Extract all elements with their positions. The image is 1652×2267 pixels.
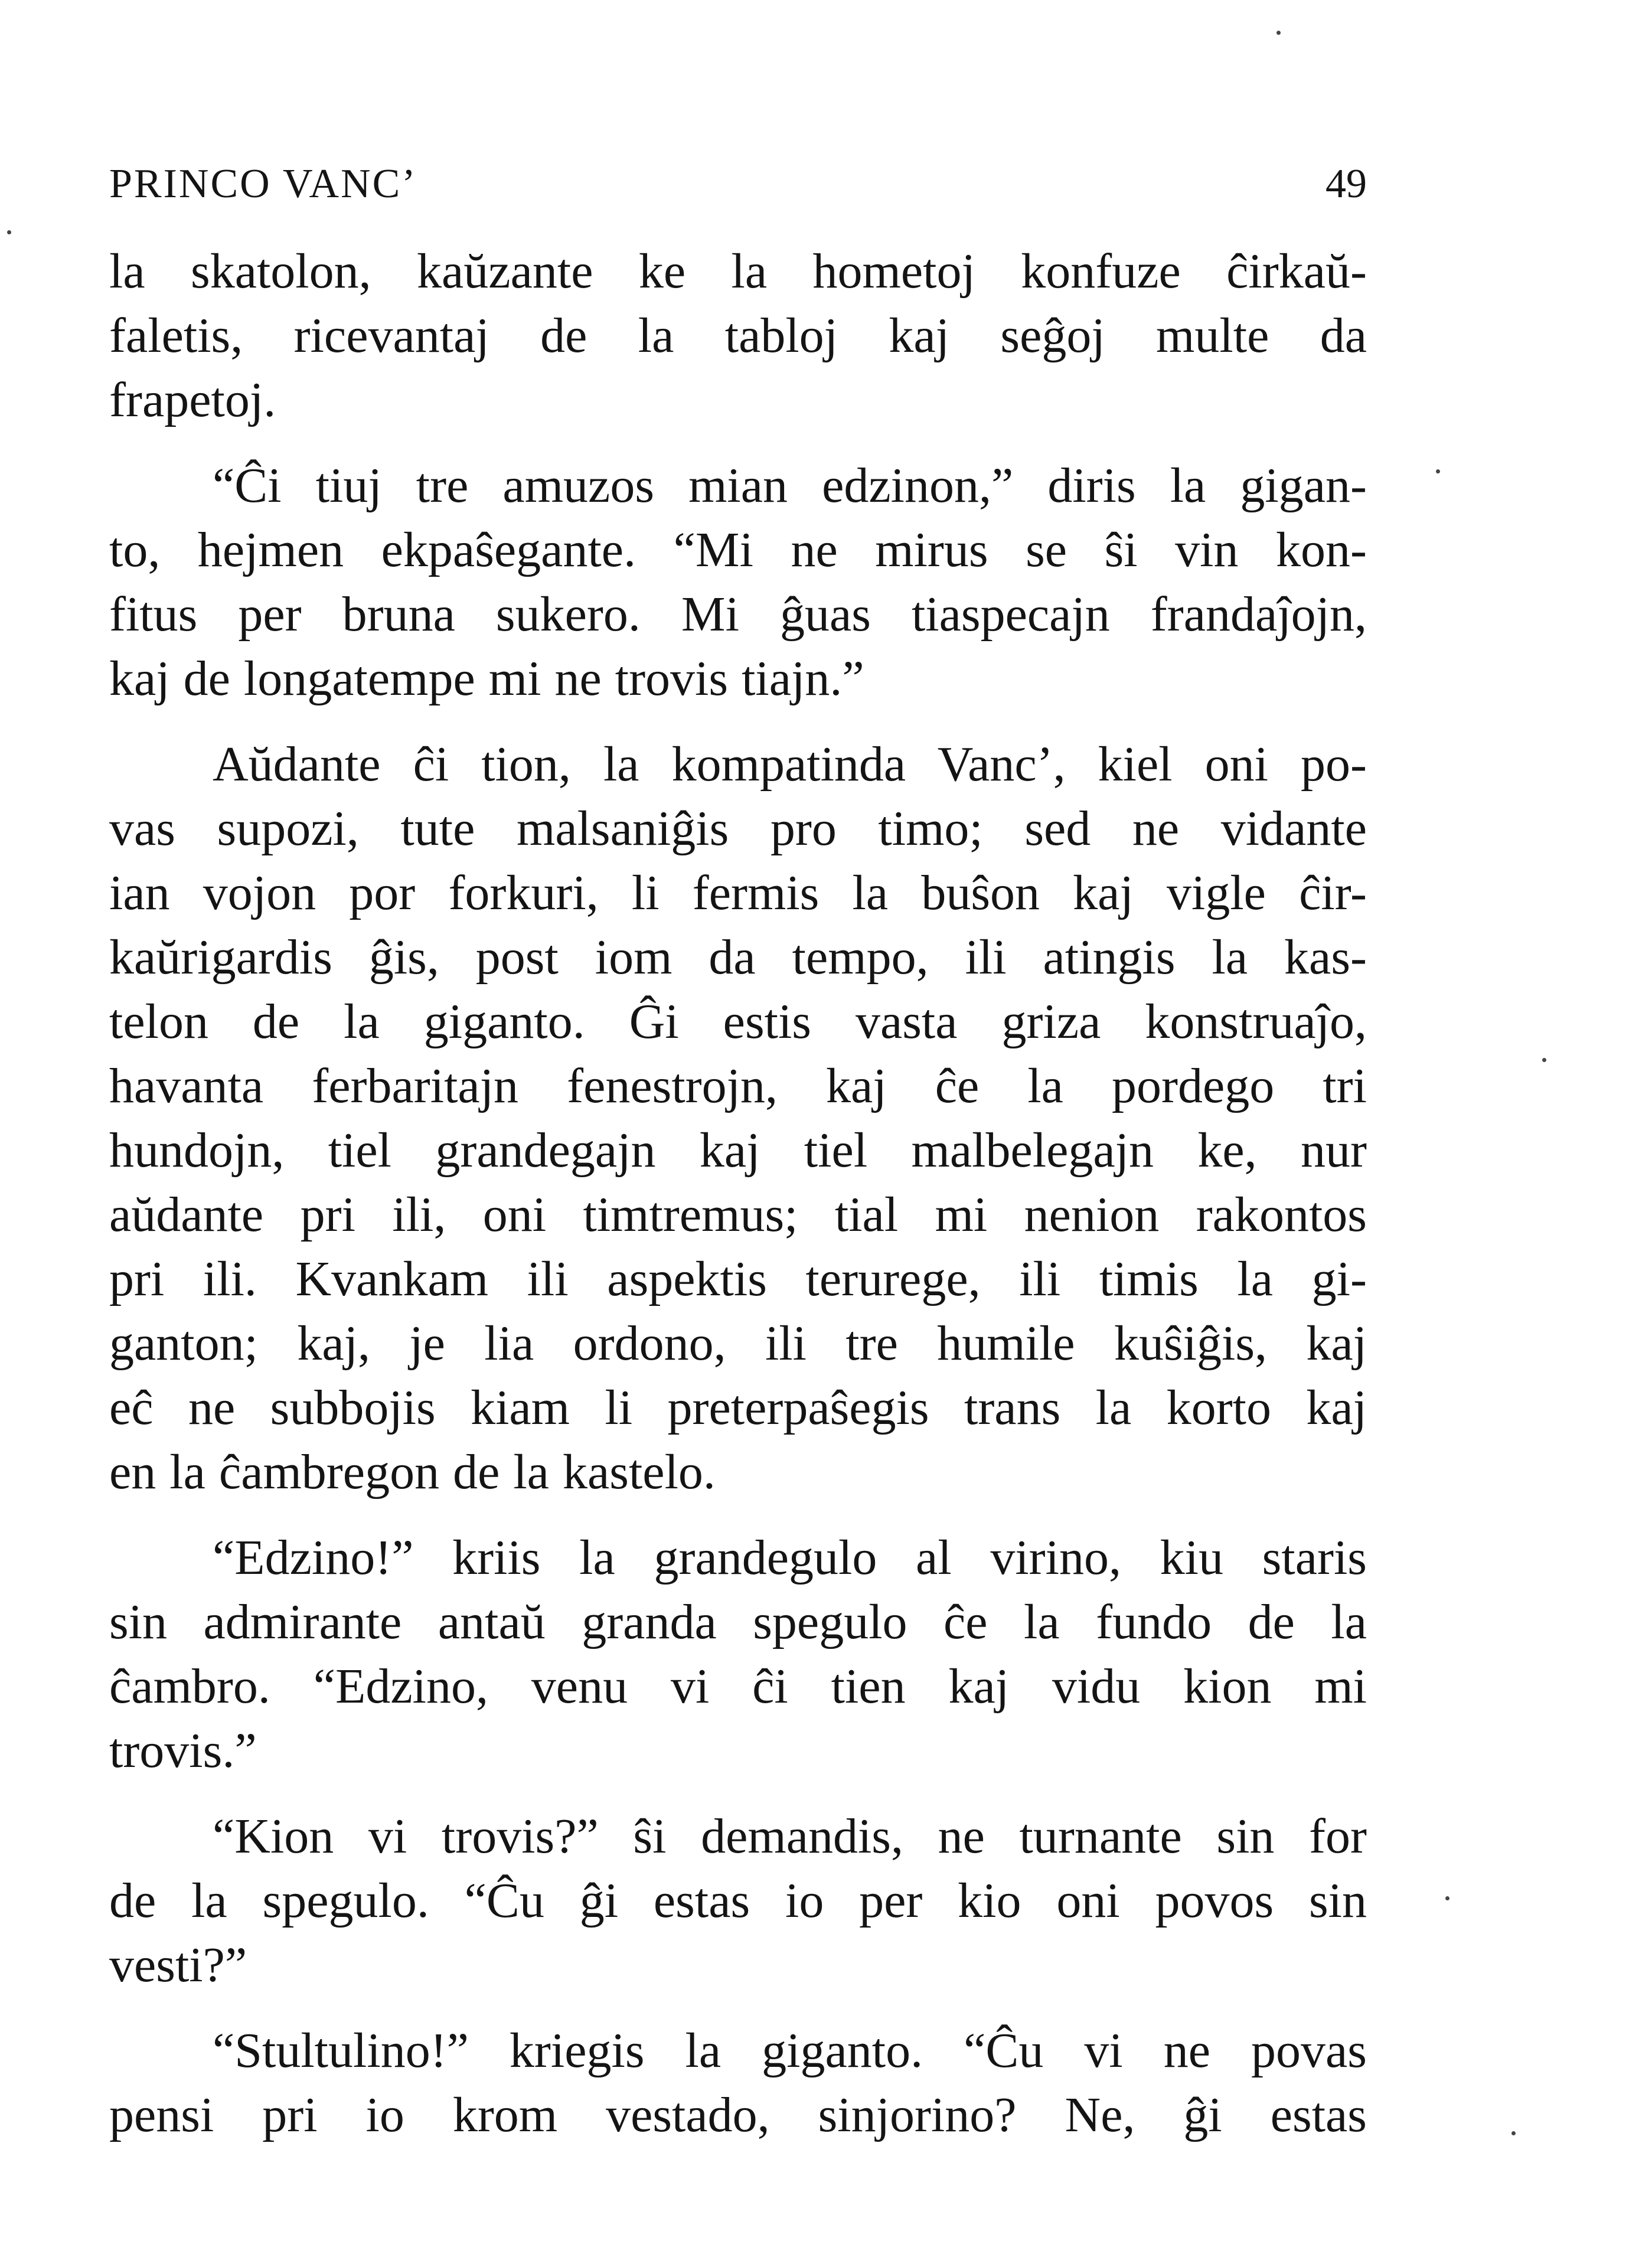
text-line: “Stultulino!” kriegis la giganto. “Ĉu vi ne povas (213, 2023, 1367, 2078)
text-line: kaŭrigardis ĝis, post iom da tempo, ili atingis la kas- (109, 930, 1367, 985)
text-line: havanta ferbaritajn fenestrojn, kaj ĉe la pordego tri (109, 1059, 1367, 1113)
text-line: vas supozi, tute malsaniĝis pro timo; sed ne vidante (109, 801, 1367, 856)
text-line: aŭdante pri ili, oni timtremus; tial mi nenion rakontos (109, 1187, 1367, 1242)
text-line: hundojn, tiel grandegajn kaj tiel malbelegajn ke, nur (109, 1123, 1367, 1178)
text-line: en la ĉambregon de la kastelo. (109, 1445, 716, 1500)
text-line: telon de la giganto. Ĝi estis vasta griza konstruaĵo, (109, 994, 1367, 1049)
text-line: eĉ ne subbojis kiam li preterpaŝegis trans la korto kaj (109, 1380, 1367, 1435)
text-line: “Kion vi trovis?” ŝi demandis, ne turnante sin for (213, 1809, 1367, 1864)
scan-speck (1445, 1896, 1449, 1900)
text-line: “Edzino!” kriis la grandegulo al virino, kiu staris (213, 1530, 1367, 1585)
text-line: kaj de longatempe mi ne trovis tiajn.” (109, 651, 864, 706)
text-line: trovis.” (109, 1723, 257, 1778)
running-title: PRINCO VANC’ (109, 161, 417, 207)
text-line: ian vojon por forkuri, li fermis la buŝon kaj vigle ĉir- (109, 865, 1367, 920)
body-text (109, 239, 1367, 2147)
text-line: ganton; kaj, je lia ordono, ili tre humile kuŝiĝis, kaj (109, 1316, 1367, 1371)
text-line: la skatolon, kaŭzante ke la hometoj konfuze ĉirkaŭ- (109, 244, 1367, 299)
scan-speck (7, 230, 11, 234)
text-line: to, hejmen ekpaŝegante. “Mi ne mirus se ŝi vin kon- (109, 522, 1367, 577)
scan-speck (1542, 1058, 1546, 1062)
text-line: pensi pri io krom vestado, sinjorino? Ne, ĝi estas (109, 2088, 1367, 2142)
running-header (109, 155, 1367, 214)
paragraph-1 (109, 239, 1367, 432)
text-line: frapetoj. (109, 373, 276, 427)
paragraph-4 (109, 1526, 1367, 1783)
text-line: faletis, ricevantaj de la tabloj kaj seĝoj multe da (109, 308, 1367, 363)
text-line: fitus per bruna sukero. Mi ĝuas tiaspecajn frandaĵojn, (109, 587, 1367, 642)
paragraph-6 (109, 2018, 1367, 2147)
page-number: 49 (1325, 161, 1367, 207)
text-line: ĉambro. “Edzino, venu vi ĉi tien kaj vidu kion mi (109, 1659, 1367, 1714)
scan-speck (1511, 2131, 1516, 2135)
paragraph-5 (109, 1804, 1367, 1997)
text-line: “Ĉi tiuj tre amuzos mian edzinon,” diris la gigan- (213, 458, 1367, 513)
text-line: de la spegulo. “Ĉu ĝi estas io per kio oni povos sin (109, 1873, 1367, 1928)
paragraph-2 (109, 453, 1367, 711)
text-line: vesti?” (109, 1938, 247, 1992)
text-line: sin admirante antaŭ granda spegulo ĉe la fundo de la (109, 1595, 1367, 1649)
text-line: Aŭdante ĉi tion, la kompatinda Vanc’, kiel oni po- (213, 737, 1367, 792)
text-line: pri ili. Kvankam ili aspektis terurege, ili timis la gi- (109, 1252, 1367, 1306)
paragraph-3 (109, 732, 1367, 1504)
scan-speck (1276, 31, 1281, 35)
scan-speck (1436, 469, 1440, 473)
